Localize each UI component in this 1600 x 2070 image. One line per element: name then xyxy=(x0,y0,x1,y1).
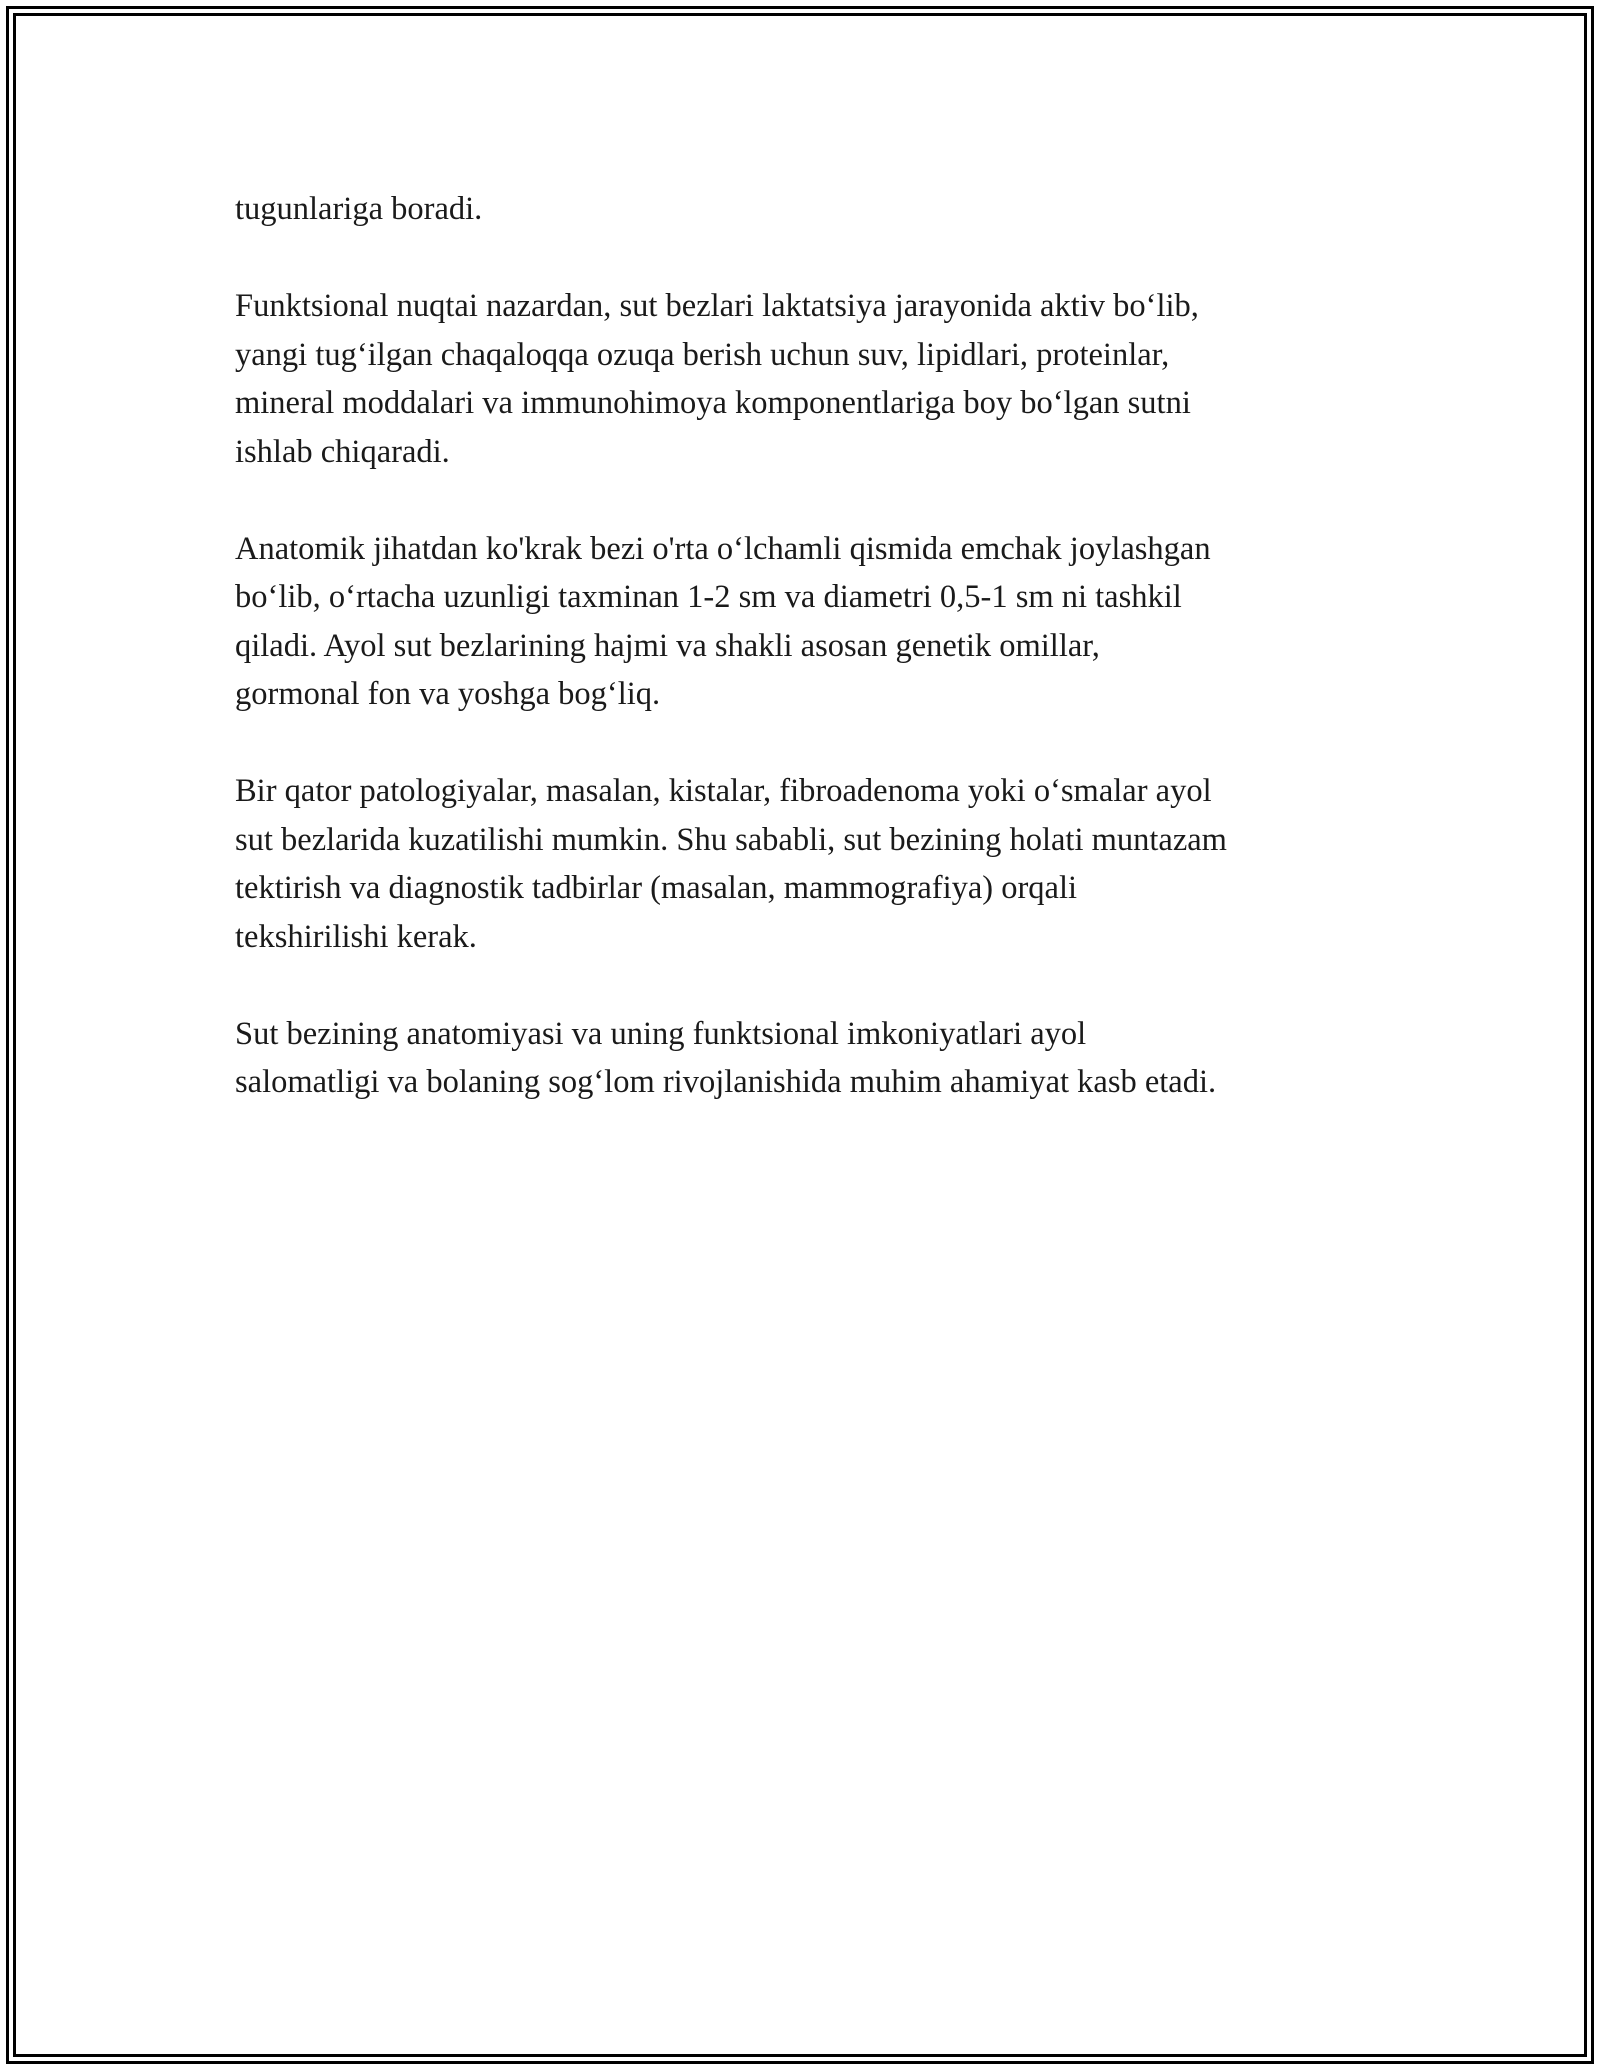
text-line: ishlab chiqaradi. xyxy=(235,433,450,470)
text-line: Anatomik jihatdan ko'krak bezi o'rta o‘lchamli qismida emchak joylashgan xyxy=(235,530,1211,567)
text-line: qiladi. Ayol sut bezlarining hajmi va shakli asosan genetik omillar, xyxy=(235,627,1100,664)
text-line: Sut bezining anatomiyasi va uning funktsional imkoniyatlari ayol xyxy=(235,1015,1087,1052)
text-line: sut bezlarida kuzatilishi mumkin. Shu sababli, sut bezining holati muntazam xyxy=(235,821,1227,858)
text-line: yangi tug‘ilgan chaqaloqqa ozuqa berish uchun suv, lipidlari, proteinlar, xyxy=(235,336,1170,373)
text-line: salomatligi va bolaning sog‘lom rivojlanishida muhim ahamiyat kasb etadi. xyxy=(235,1064,1217,1100)
text-line: gormonal fon va yoshga bog‘liq. xyxy=(235,676,661,712)
paragraph-3 xyxy=(235,525,1375,719)
paragraph-2 xyxy=(235,282,1375,476)
text-line: bo‘lib, o‘rtacha uzunligi taxminan 1-2 sm va diametri 0,5-1 sm ni tashkil xyxy=(235,579,1182,615)
text-line: tugunlariga boradi. xyxy=(235,191,483,227)
text-line: tekshirilishi kerak. xyxy=(235,918,477,955)
text-line: mineral moddalari va immunohimoya komponentlariga boy bo‘lgan sutni xyxy=(235,385,1191,421)
text-line: Bir qator patologiyalar, masalan, kistalar, fibroadenoma yoki o‘smalar ayol xyxy=(235,773,1212,809)
paragraph-5 xyxy=(235,1010,1375,1107)
paragraph-4 xyxy=(235,767,1375,961)
text-line: Funktsional nuqtai nazardan, sut bezlari laktatsiya jarayonida aktiv bo‘lib, xyxy=(235,288,1199,324)
text-line: tektirish va diagnostik tadbirlar (masalan, mammografiya) orqali xyxy=(235,870,1078,906)
document-body xyxy=(235,185,1375,1155)
paragraph-1 xyxy=(235,185,1375,234)
